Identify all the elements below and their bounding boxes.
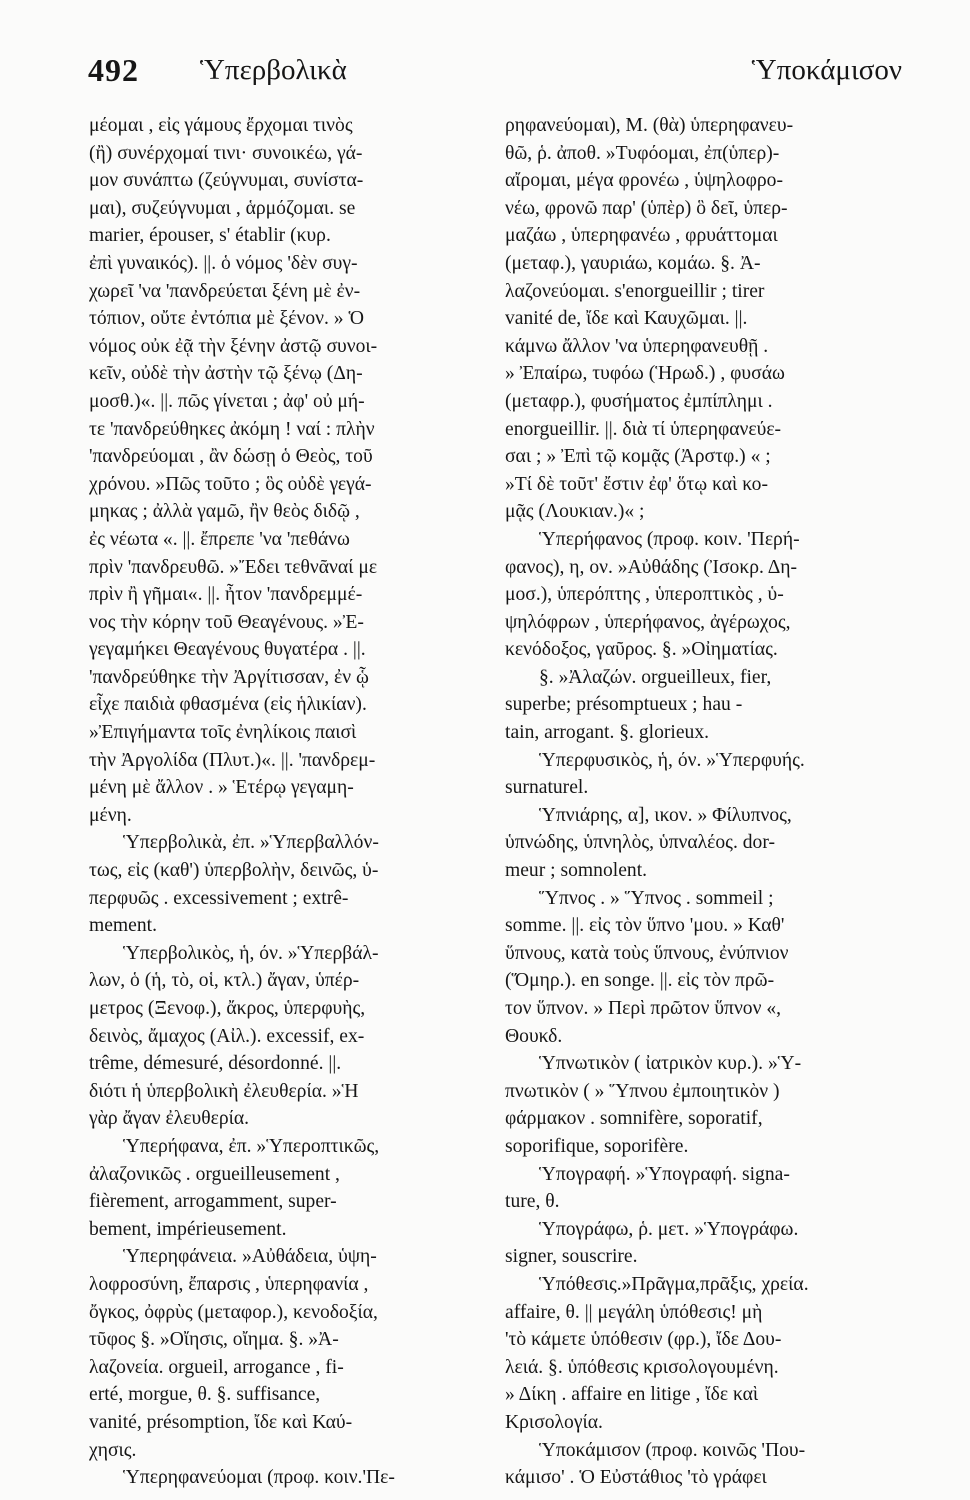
text-line: μον συνάπτω (ζεύγνυμαι, συνίστα- — [89, 170, 364, 192]
text-line: χρόνου. »Πῶς τοῦτο ; ὃς οὐδὲ γεγά- — [89, 473, 372, 495]
text-line: erté, morgue, θ. §. suffisance, — [89, 1384, 321, 1406]
text-line: 'πανδρεύθηκε τὴν Ἀργίτισσαν, ἐν ᾧ — [89, 666, 369, 688]
left-running-title: Ὑπερβολικὰ — [200, 54, 347, 86]
entry-headword-line: Ὑπερηφανεύομαι (προφ. κοιν.'Πε- — [123, 1467, 395, 1489]
text-line: τόπιον, οὔτε ἐντόπια μὲ ξένον. » Ὁ — [89, 308, 364, 330]
text-line: (μεταφρ.), φυσήματος ἐμπίπλημι . — [505, 390, 773, 412]
text-line: μηκας ; ἀλλὰ γαμῶ, ἢν θεὸς διδῷ , — [89, 501, 360, 523]
text-line: mement. — [89, 915, 158, 937]
text-line: »Ἐπιγήμαντα τοῖς ἐνηλίκοις παισὶ — [89, 722, 357, 744]
text-line: »Τί δὲ τοῦτ' ἔστιν ἐφ' ὅτῳ καὶ κο- — [505, 473, 768, 495]
text-line: λων, ὁ (ἡ, τὸ, οἱ, κτλ.) ἄγαν, ὑπέρ- — [89, 970, 360, 992]
text-line: Κρισολογία. — [505, 1411, 603, 1433]
text-line: φανος), η, ον. »Αὐθάδης (Ἰσοκρ. Δη- — [505, 556, 798, 578]
text-line: ἐπὶ γυναικός). ||. ὁ νόμος 'δὲν συγ- — [89, 252, 358, 274]
text-line: soporifique, soporifère. — [505, 1135, 689, 1157]
text-line: τὴν Ἀργολίδα (Πλυτ.)«. ||. 'πανδρεμ- — [89, 749, 376, 771]
text-line: θῶ, ῥ. ἀποθ. »Τυφόομαι, ἐπ(ὑπερ)- — [505, 142, 780, 164]
text-line: (Ὅμηρ.). en songe. ||. εἰς τὸν πρῶ- — [505, 970, 775, 992]
text-line: 'πανδρεύομαι , ἂν δώσῃ ὁ Θεὸς, τοῦ — [89, 446, 373, 468]
text-line: κάμνω ἄλλον 'να ὑπερηφανευθῇ . — [505, 335, 769, 357]
text-line: γὰρ ἄγαν ἐλευθερία. — [89, 1108, 250, 1130]
entry-headword-line: Ὑπογραφή. »Ὑπογραφή. signa- — [539, 1163, 790, 1185]
text-line: κάμισο' . Ὁ Εὐστάθιος 'τὸ γράφει — [505, 1467, 767, 1489]
text-line: vanité, présomption, ἴδε καὶ Καύ- — [89, 1411, 353, 1433]
text-line: μοσθ.)«. ||. πῶς γίνεται ; ἀφ' οὐ μή- — [89, 390, 365, 412]
entry-headword-line: Ὑπερήφανα, ἐπ. »Ὑπεροπτικῶς, — [123, 1135, 380, 1157]
text-line: δεινὸς, ἄμαχος (Αἰλ.). excessif, ex- — [89, 1025, 365, 1047]
text-line: πνωτικὸν ( » Ὕπνου ἐμποιητικὸν ) — [505, 1080, 780, 1102]
text-line: τε 'πανδρεύθηκες ἀκόμη ! ναί : πλὴν — [89, 418, 375, 440]
text-line: μετρος (Ξενοφ.), ἄκρος, ὑπερφυὴς, — [89, 998, 366, 1019]
text-line: κεῖν, οὐδὲ τὴν ἀστὴν τῷ ξένῳ (Δη- — [89, 363, 363, 385]
text-line: μοσ.), ὑπερόπτης , ὑπεροπτικὸς , ὑ- — [505, 584, 784, 606]
text-line: νέω, φρονῶ παρ' (ὑπὲρ) ὃ δεῖ, ὑπερ- — [505, 197, 788, 219]
text-line: πρὶν 'πανδρευθῶ. »Ἔδει τεθνᾶναί με — [89, 556, 378, 578]
text-line: διότι ἡ ὑπερβολικὴ ἐλευθερία. »Ἡ — [89, 1080, 359, 1102]
text-line: ture, θ. — [505, 1191, 560, 1213]
text-line: (μεταφ.), γαυριάω, κομάω. §. Ἀ- — [505, 252, 761, 274]
text-line: fièrement, arrogamment, super- — [89, 1191, 337, 1213]
text-line: Θουκδ. — [505, 1025, 563, 1047]
text-line: λειά. §. ὑπόθεσις κρισολογουμένη. — [505, 1356, 779, 1378]
text-line: λαζονεία. orgueil, arrogance , fi- — [89, 1356, 344, 1378]
text-line: ὑπνώδης, ὑπνηλὸς, ὑπναλέος. dor- — [505, 832, 775, 854]
text-line: superbe; présomptueux ; hau - — [505, 694, 743, 716]
text-line: somme. ||. εἰς τὸν ὕπνο 'μου. » Καθ' — [505, 915, 785, 937]
text-line: σαι ; » Ἐπὶ τῷ κομᾷς (Ἀρστφ.) « ; — [505, 446, 771, 468]
text-line: τον ὕπνον. » Περὶ πρῶτον ὕπνον «, — [505, 998, 782, 1019]
entry-headword-line: Ὑπνωτικὸν ( ἰατρικὸν κυρ.). »Ὑ- — [539, 1053, 802, 1075]
text-line: ὄγκος, ὀφρὺς (μεταφορ.), κενοδοξία, — [89, 1301, 378, 1323]
text-line: χωρεῖ 'να 'πανδρεύεται ξένη μὲ ἐν- — [89, 280, 361, 302]
text-line: bement, impérieusement. — [89, 1218, 287, 1240]
text-line: vanité de, ἴδε καὶ Καυχῶμαι. ||. — [505, 308, 748, 330]
right-running-title: Ὑποκάμισον — [751, 54, 902, 86]
text-line: τως, εἰς (καθ') ὑπερβολὴν, δεινῶς, ὑ- — [89, 860, 379, 882]
text-line: περφυῶς . excessivement ; extrê- — [89, 887, 349, 909]
text-line: enorgueillir. ||. διὰ τί ὑπερηφανεύε- — [505, 418, 782, 440]
entry-headword-line: Ὑπερβολικὸς, ἡ, όν. »Ὑπερβάλ- — [123, 942, 379, 964]
text-line: μᾷς (Λουκιαν.)« ; — [505, 501, 645, 523]
entry-headword-line: Ὑπερβολικὰ, ἐπ. »Ὑπερβαλλόν- — [123, 832, 379, 854]
entry-headword-line: Ὑπερηφάνεια. »Αὐθάδεια, ὑψη- — [123, 1246, 377, 1268]
text-line: γεγαμήκει Θεαγένους θυγατέρα . ||. — [89, 639, 366, 661]
text-line: φάρμακον . somnifère, soporatif, — [505, 1108, 763, 1130]
text-line: » Δίκη . affaire en litige , ἴδε καὶ — [505, 1384, 759, 1406]
text-line: ψηλόφρων , ὑπερήφανος, ἀγέρωχος, — [505, 611, 791, 633]
text-line: trême, démesuré, désordonné. ||. — [89, 1053, 342, 1075]
text-line: κενόδοξος, γαῦρος. §. »Οἰηματίας. — [505, 639, 778, 661]
text-line: (ἢ) συνέρχομαί τινι· συνοικέω, γά- — [89, 142, 363, 164]
text-line: meur ; somnolent. — [505, 860, 648, 882]
text-line: μένη. — [89, 804, 132, 826]
text-line: αἴρομαι, μέγα φρονέω , ὑψηλοφρο- — [505, 170, 783, 192]
page-number: 492 — [88, 52, 139, 88]
text-line: 'τὸ κάμετε ὑπόθεσιν (φρ.), ἴδε Δου- — [505, 1329, 782, 1351]
text-line: ἐς νέωτα «. ||. ἔπρεπε 'να 'πεθάνω — [89, 528, 350, 550]
text-line: μαι), συζεύγνυμαι , ἁρμόζομαι. se — [89, 197, 356, 219]
text-line: μέομαι , εἰς γάμους ἔρχομαι τινὸς — [89, 115, 353, 136]
text-line: tain, arrogant. §. glorieux. — [505, 722, 710, 744]
text-line: τῦφος §. »Οἴησις, οἴημα. §. »Ἀ- — [89, 1329, 339, 1351]
entry-headword-line: Ὑποκάμισον (προφ. κοινῶς 'Που- — [539, 1439, 806, 1461]
text-line: surnaturel. — [505, 777, 589, 799]
text-line: νόμος οὐκ ἐᾷ τὴν ξένην ἀστῷ συνοι- — [89, 335, 378, 357]
entry-headword-line: Ὑπερήφανος (προφ. κοιν. 'Περή- — [539, 528, 800, 550]
text-line: ρηφανεύομαι), Μ. (θὰ) ὑπερηφανευ- — [505, 115, 794, 136]
text-line: marier, épouser, s' établir (κυρ. — [89, 225, 331, 247]
text-line: χησις. — [89, 1439, 137, 1461]
text-line: λαζονεύομαι. s'enorgueillir ; tirer — [505, 280, 765, 302]
text-line: ἀλαζονικῶς . orgueilleusement , — [89, 1163, 340, 1185]
entry-headword-line: Ὑπογράφω, ῥ. μετ. »Ὑπογράφω. — [539, 1218, 799, 1240]
entry-headword-line: Ὕπνος . » Ὕπνος . sommeil ; — [539, 887, 774, 909]
text-line: λοφροσύνη, ἔπαρσις , ὑπερηφανία , — [89, 1273, 369, 1295]
text-line: » Ἐπαίρω, τυφόω (Ἡρωδ.) , φυσάω — [505, 363, 785, 385]
entry-headword-line: Ὑπερφυσικὸς, ἡ, όν. »Ὑπερφυής. — [539, 749, 805, 771]
left-column — [89, 112, 494, 1492]
text-line: μένη μὲ ἄλλον . » Ἑτέρῳ γεγαμη- — [89, 777, 354, 799]
text-line: εἶχε παιδιὰ φθασμένα (εἰς ἡλικίαν). — [89, 694, 367, 716]
entry-headword-line: Ὑπνιάρης, α], ικον. » Φίλυπνος, — [539, 804, 792, 826]
entry-headword-line: Ὑπόθεσις.»Πρᾶγμα,πρᾶξις, χρεία. — [539, 1273, 809, 1295]
text-line: ὕπνους, κατὰ τοὺς ὕπνους, ἐνύπνιον — [505, 942, 789, 964]
entry-headword-line: §. »Ἀλαζών. orgueilleux, fier, — [539, 666, 772, 688]
text-line: affaire, θ. || μεγάλη ὑπόθεσις! μὴ — [505, 1301, 763, 1323]
right-column — [505, 112, 905, 1492]
text-line: μαζάω , ὑπερηφανέω , φρυάττομαι — [505, 225, 778, 247]
page-header — [88, 52, 908, 102]
text-line: νος τὴν κόρην τοῦ Θεαγένους. »Ἐ- — [89, 611, 364, 633]
text-line: πρὶν ἢ γῆμαι«. ||. ἦτον 'πανδρεμμέ- — [89, 584, 363, 606]
text-line: signer, souscrire. — [505, 1246, 638, 1268]
